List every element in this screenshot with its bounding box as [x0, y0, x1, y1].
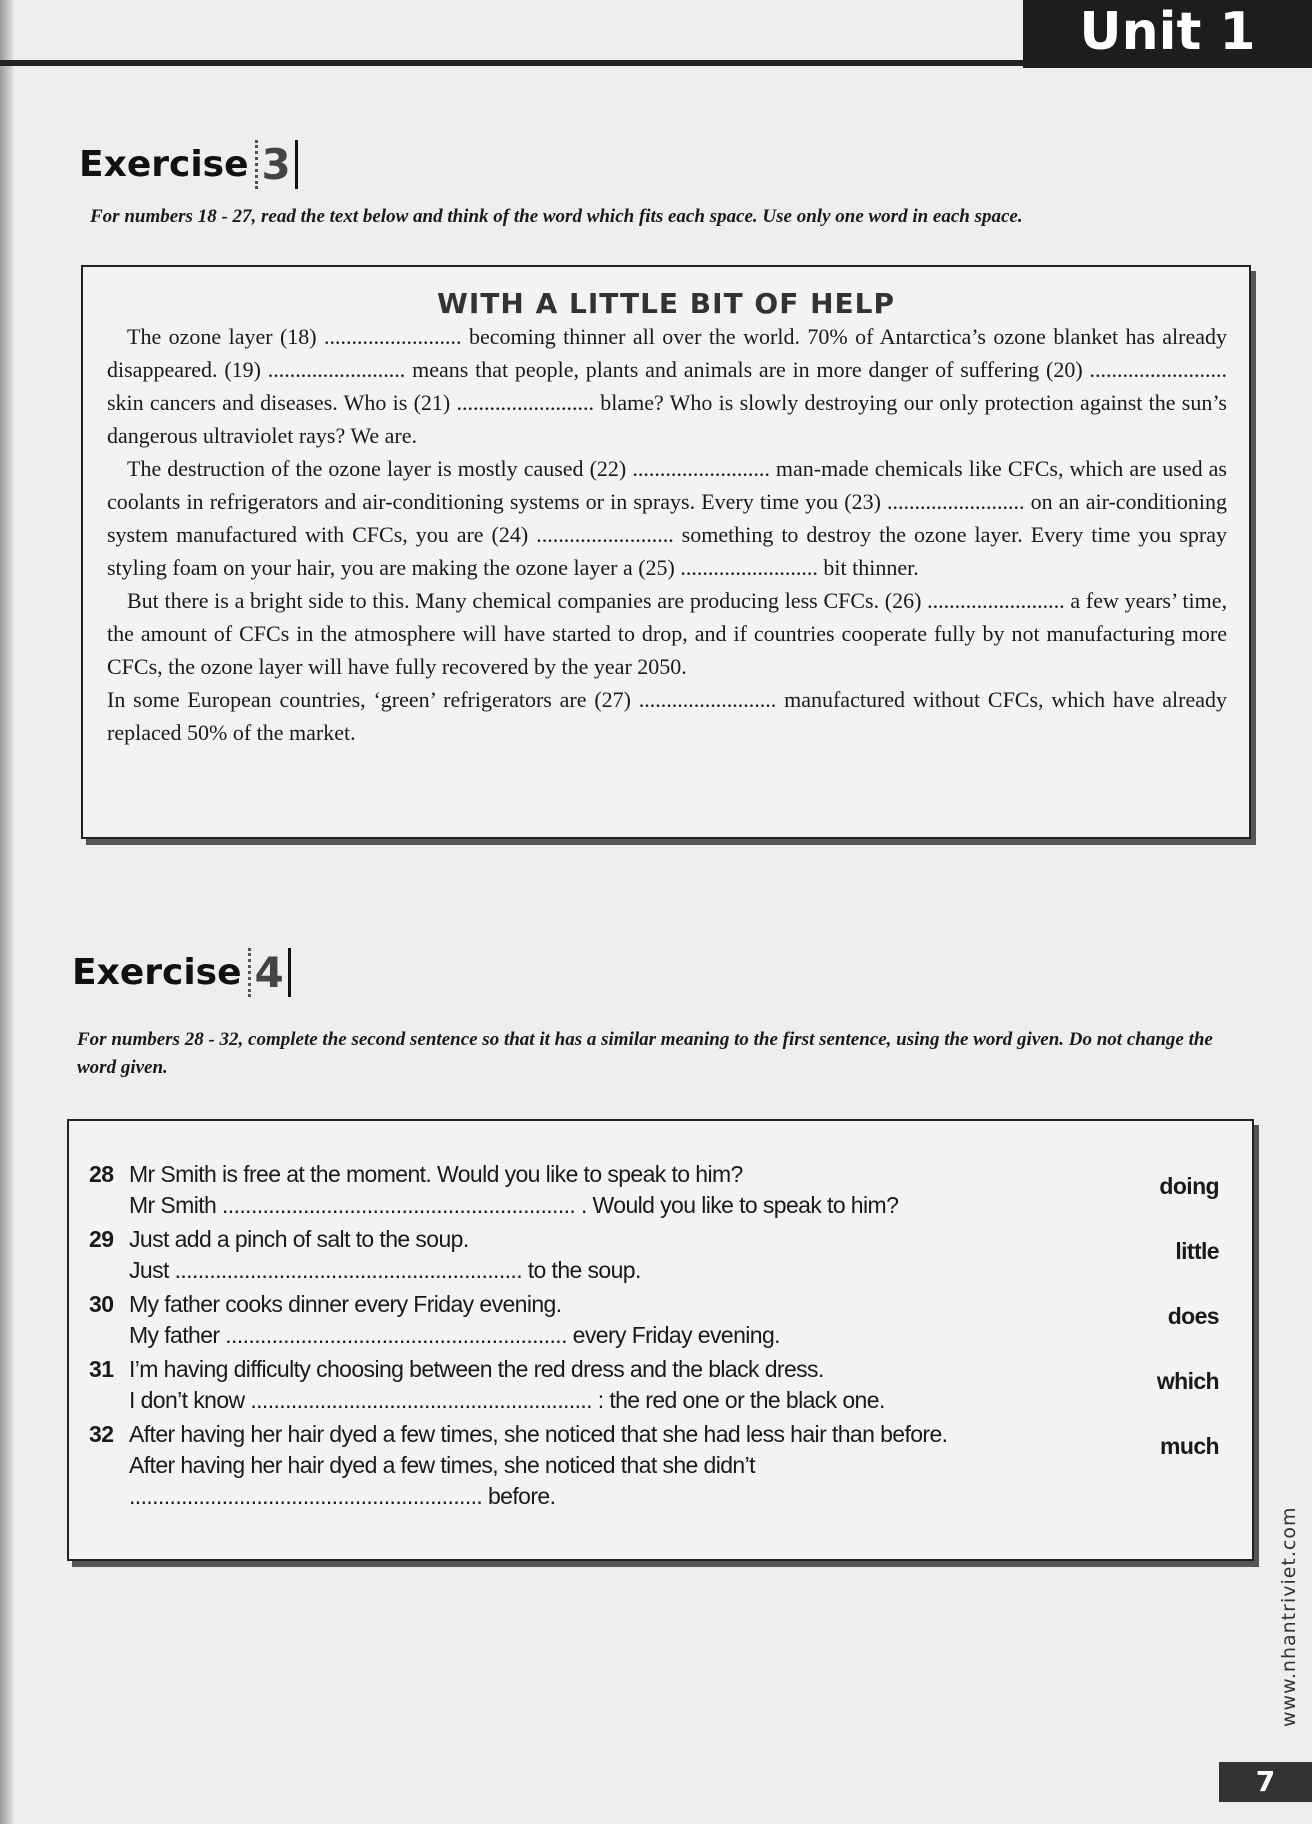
exercise-4-instruction: For numbers 28 - 32, complete the second sentence so that it has a similar meaning to the first sentence, using the word given. Do not change the word given.	[77, 1029, 1213, 1078]
passage-text	[83, 320, 1249, 749]
first-sentence: I’m having difficulty choosing between the red dress and the black dress.	[129, 1356, 824, 1382]
exercise-title: Exercise	[72, 952, 242, 993]
question-item	[89, 1159, 1229, 1221]
website-label: www.nhantriviet.com	[1278, 1506, 1300, 1727]
question-number: 31	[89, 1356, 114, 1382]
second-sentence: Mr Smith ............................................................. . Would you like to speak to him?	[129, 1192, 899, 1218]
unit-label: Unit 1	[1023, 0, 1312, 68]
answer-line: ............................................................. before.	[129, 1483, 556, 1509]
header-rule	[0, 60, 1030, 66]
question-item	[89, 1419, 1229, 1512]
transformation-box	[67, 1119, 1254, 1561]
passage-paragraph: In some European countries, ‘green’ refrigerators are (27) ......................... manufactured without CFCs, which have already replaced 50% of the market.	[107, 687, 1227, 745]
question-item	[89, 1289, 1229, 1351]
first-sentence: My father cooks dinner every Friday evening.	[129, 1291, 562, 1317]
second-sentence: After having her hair dyed a few times, she noticed that she didn’t	[129, 1452, 755, 1478]
passage-paragraph: But there is a bright side to this. Many chemical companies are producing less CFCs. (26) ......................... a few years’ time, the amount of CFCs in the atmosphere will have started to drop, and if countries cooperate fully by not manufacturing more CFCs, the ozone layer will have fully recovered by the year 2050.	[107, 588, 1227, 679]
first-sentence: Just add a pinch of salt to the soup.	[129, 1226, 469, 1252]
exercise-4-heading	[72, 948, 291, 997]
exercise-3-instruction: For numbers 18 - 27, read the text below and think of the word which fits each space. Use only one word in each space.	[90, 206, 1023, 227]
second-sentence: I don’t know ........................................................... : the red one or the black one.	[129, 1387, 885, 1413]
question-number: 30	[89, 1291, 114, 1317]
exercise-number: 3	[255, 140, 298, 189]
exercise-3-heading	[79, 140, 298, 189]
second-sentence: My father ........................................................... every Friday evening.	[129, 1322, 780, 1348]
passage-title: WITH A LITTLE BIT OF HELP	[436, 287, 896, 320]
question-item	[89, 1224, 1229, 1286]
page-gutter-shadow	[0, 0, 14, 1824]
exercise-number: 4	[248, 948, 291, 997]
key-word: little	[1175, 1238, 1219, 1264]
page-number: 7	[1219, 1762, 1312, 1802]
question-number: 29	[89, 1226, 114, 1252]
exercise-title: Exercise	[79, 144, 249, 185]
question-number: 32	[89, 1421, 114, 1447]
first-sentence: After having her hair dyed a few times, she noticed that she had less hair than before.	[129, 1421, 948, 1447]
question-item	[89, 1354, 1229, 1416]
reading-passage-box	[81, 265, 1251, 839]
passage-paragraph: The ozone layer (18) ......................... becoming thinner all over the world. 70% of Antarctica’s ozone blanket has already disappeared. (19) ......................... means that people, plants and animals are in more danger of suffering (20) ......................... skin cancers and diseases. Who is (21) ......................... blame? Who is slowly destroying our only protection against the sun’s dangerous ultraviolet rays? We are.	[107, 324, 1227, 448]
passage-paragraph: The destruction of the ozone layer is mostly caused (22) ......................... man-made chemicals like CFCs, which are used as coolants in refrigerators and air-conditioning systems or in sprays. Every time you (23) ......................... on an air-conditioning system manufactured with CFCs, you are (24) ......................... something to destroy the ozone layer. Every time you spray styling foam on your hair, you are making the ozone layer a (25) ......................... bit thinner.	[107, 456, 1227, 580]
key-word: does	[1167, 1303, 1219, 1329]
question-number: 28	[89, 1161, 114, 1187]
second-sentence: Just ............................................................ to the soup.	[129, 1257, 641, 1283]
key-word: much	[1160, 1433, 1219, 1459]
first-sentence: Mr Smith is free at the moment. Would you like to speak to him?	[129, 1161, 743, 1187]
key-word: doing	[1159, 1173, 1219, 1199]
key-word: which	[1156, 1368, 1219, 1394]
